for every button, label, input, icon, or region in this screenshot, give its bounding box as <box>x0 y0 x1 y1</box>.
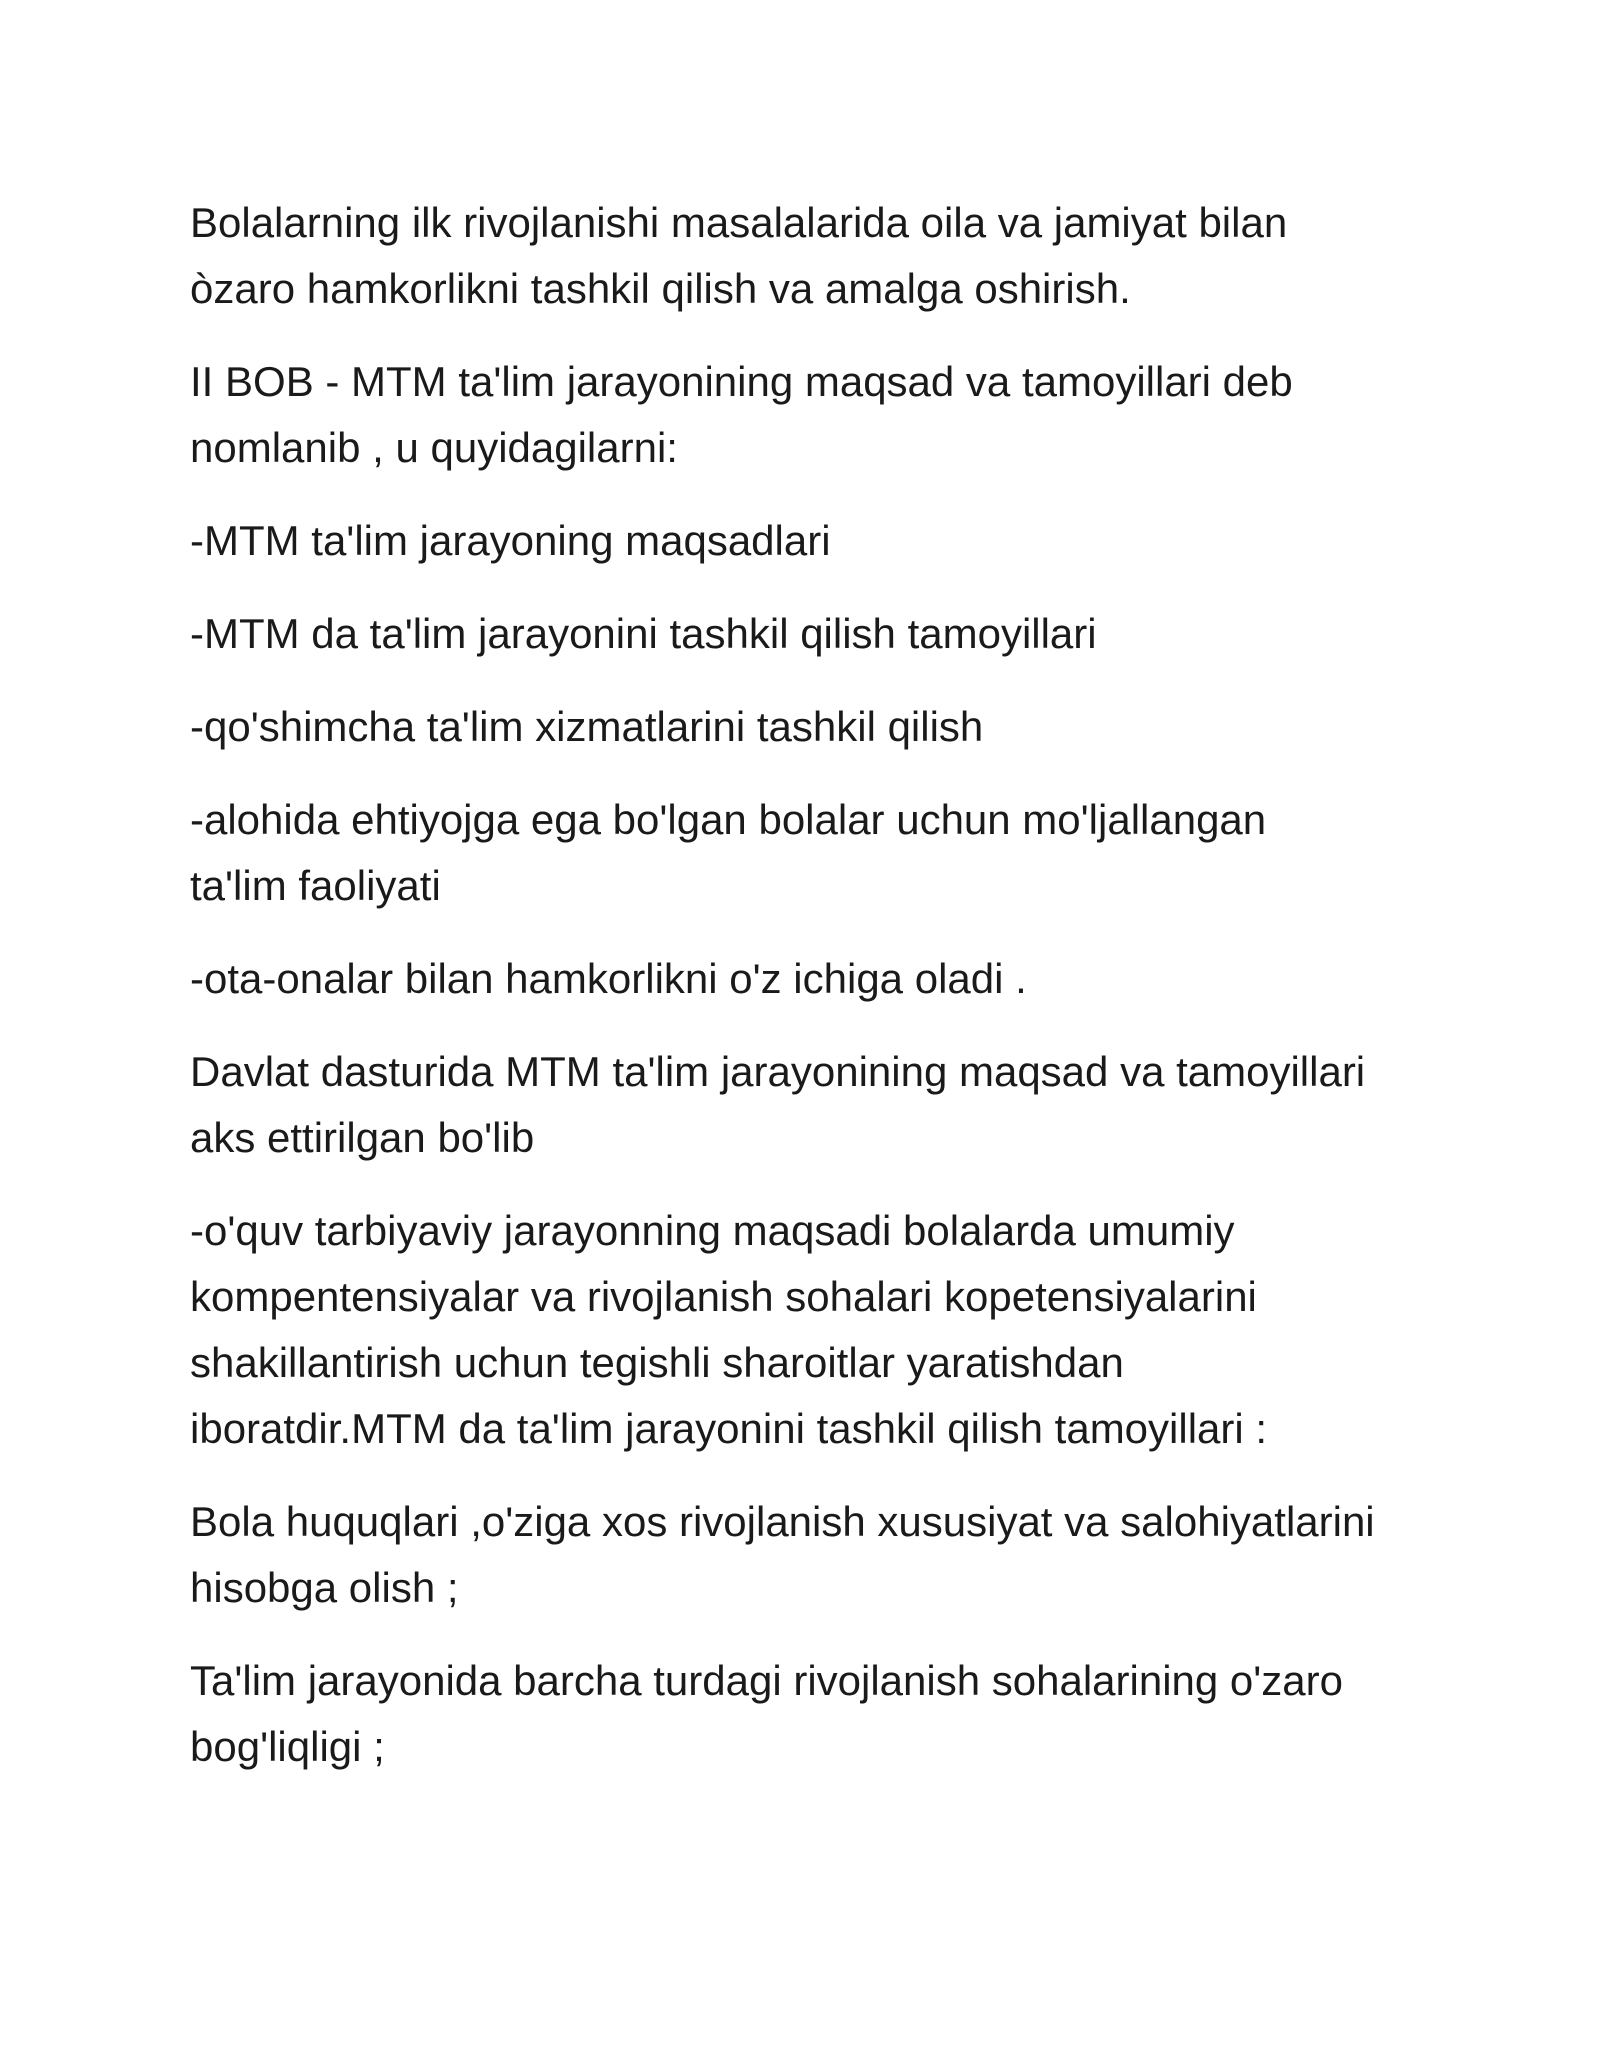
text-line: -MTM ta'lim jarayoning maqsadlari <box>190 517 831 564</box>
text-line: Bolalarning ilk rivojlanishi masalalarida oila va jamiyat bilan <box>190 199 1288 246</box>
text-line: òzaro hamkorlikni tashkil qilish va amalga oshirish. <box>190 265 1131 312</box>
list-item-additional-services <box>190 694 1450 760</box>
text-line: kompentensiyalar va rivojlanish sohalari kopetensiyalarini <box>190 1273 1257 1320</box>
document-body <box>190 190 1450 1807</box>
paragraph-intro <box>190 190 1450 322</box>
text-line: -ota-onalar bilan hamkorlikni o'z ichiga oladi . <box>190 955 1027 1002</box>
text-line: hisobga olish ; <box>190 1564 459 1611</box>
text-line: Ta'lim jarayonida barcha turdagi rivojlanish sohalarining o'zaro <box>190 1657 1343 1704</box>
list-item-parents <box>190 946 1450 1012</box>
paragraph-child-rights <box>190 1489 1450 1621</box>
text-line: -MTM da ta'lim jarayonini tashkil qilish tamoyillari <box>190 610 1097 657</box>
list-item-principles <box>190 601 1450 667</box>
text-line: -qo'shimcha ta'lim xizmatlarini tashkil qilish <box>190 703 984 750</box>
paragraph-chapter-heading <box>190 349 1450 481</box>
text-line: nomlanib , u quyidagilarni: <box>190 424 678 471</box>
text-line: aks ettirilgan bo'lib <box>190 1114 535 1161</box>
text-line: iboratdir.MTM da ta'lim jarayonini tashkil qilish tamoyillari : <box>190 1405 1268 1452</box>
paragraph-interconnection <box>190 1648 1450 1780</box>
paragraph-educational-goal <box>190 1198 1450 1462</box>
text-line: shakillantirish uchun tegishli sharoitlar yaratishdan <box>190 1339 1124 1386</box>
text-line: bog'liqligi ; <box>190 1723 385 1770</box>
text-line: -alohida ehtiyojga ega bo'lgan bolalar uchun mo'ljallangan <box>190 796 1267 843</box>
text-line: II BOB - MTM ta'lim jarayonining maqsad va tamoyillari deb <box>190 358 1293 405</box>
paragraph-state-program <box>190 1039 1450 1171</box>
text-line: Davlat dasturida MTM ta'lim jarayonining maqsad va tamoyillari <box>190 1048 1366 1095</box>
text-line: ta'lim faoliyati <box>190 862 441 909</box>
list-item-special-needs <box>190 787 1450 919</box>
list-item-goals <box>190 508 1450 574</box>
text-line: Bola huquqlari ,o'ziga xos rivojlanish xususiyat va salohiyatlarini <box>190 1498 1375 1545</box>
text-line: -o'quv tarbiyaviy jarayonning maqsadi bolalarda umumiy <box>190 1207 1235 1254</box>
